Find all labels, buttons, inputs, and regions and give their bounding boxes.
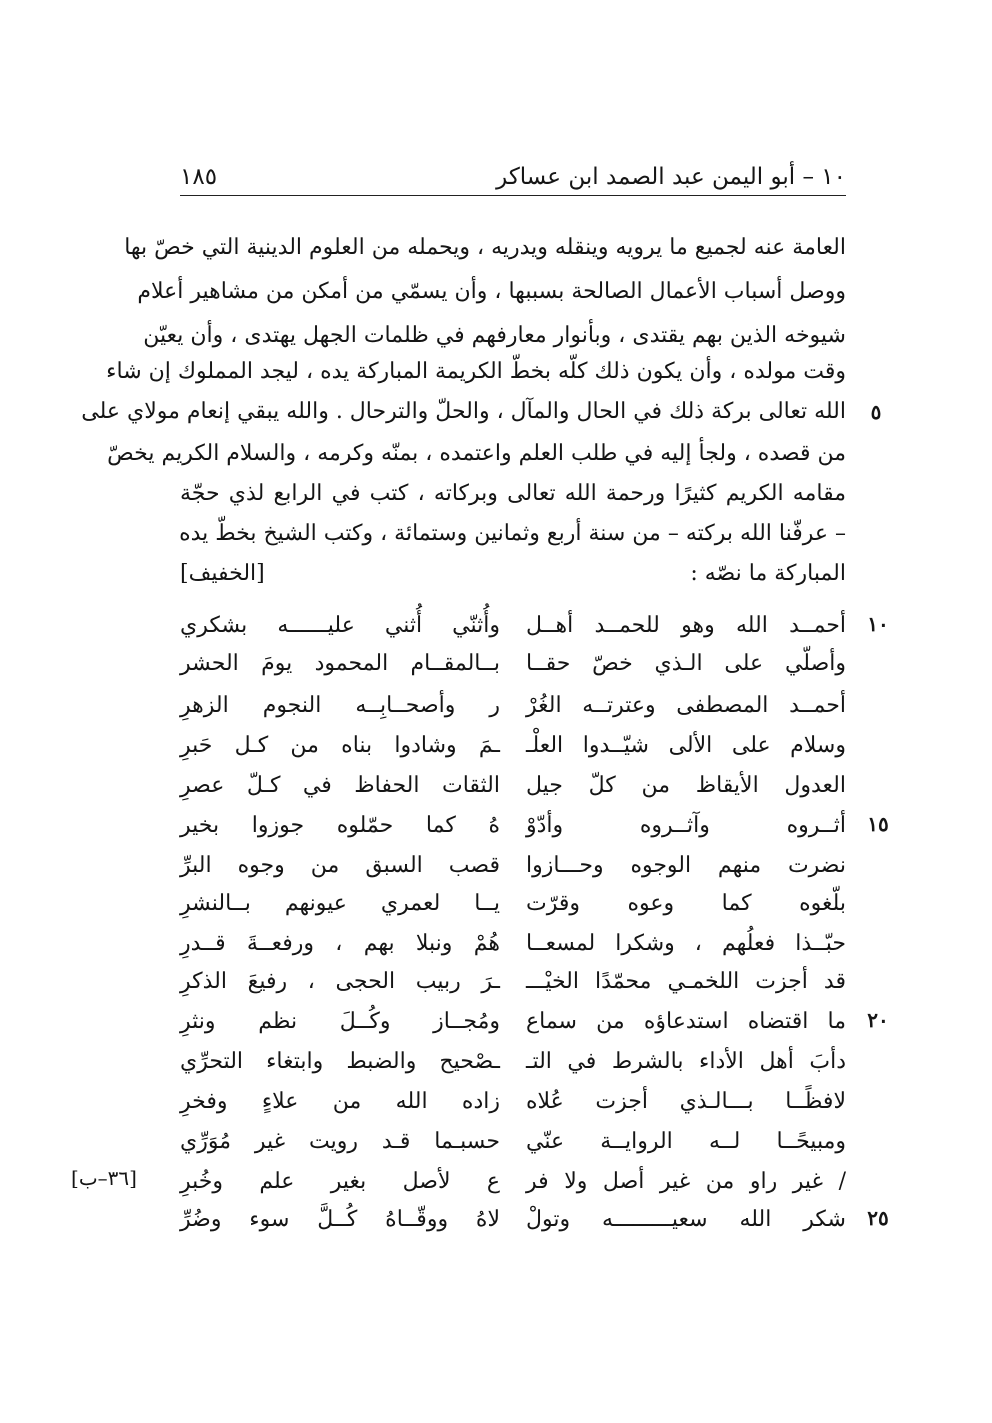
line-number: ٥ xyxy=(870,400,882,424)
verse-line xyxy=(180,806,846,846)
verse-line xyxy=(180,644,846,684)
verse-left-hemistich: حسبـما قـد رويت غير مُوَرِّي xyxy=(180,1129,500,1154)
verse-left-hemistich: هُمْ ونبلا بهم ، ورفعــةَ قــدرِ xyxy=(180,931,500,956)
prose-line: وقت مولده ، وأن يكون ذلك كلّه بخطّ الكريمة المباركة يده ، ليجد المملوك إن شاء xyxy=(106,359,846,384)
prose-line: – عرفّنا الله بركته – من سنة أربع وثمانين وستمائة ، وكتب الشيخ بخطّ يده xyxy=(179,521,846,546)
verse-line xyxy=(180,884,846,924)
verse-line xyxy=(180,766,846,806)
verse-line xyxy=(180,686,846,726)
verse-left-hemistich: زاده الله من علاءٍ وفخرِ xyxy=(180,1089,500,1114)
folio-marker: [٣٦–ب] xyxy=(71,1166,137,1190)
verse-line xyxy=(180,924,846,964)
verse-right-hemistich: ومبيحًــا لــه الروايــة عنّي xyxy=(526,1129,846,1154)
verse-line xyxy=(180,1042,846,1082)
verse-line xyxy=(180,846,846,886)
prose-line: من قصده ، ولجأ إليه في طلب العلم واعتمده ، بمنّه وكرمه ، والسلام الكريم يخصّ xyxy=(107,441,846,466)
meter-label: [الخفيف] xyxy=(180,561,265,586)
verse-line xyxy=(180,1002,846,1042)
prose-line: ووصل أسباب الأعمال الصالحة بسببها ، وأن يسمّي من أمكن من مشاهير أعلام xyxy=(137,279,846,304)
line-number: ١٥ xyxy=(867,812,889,836)
line-number: ١٠ xyxy=(867,612,889,636)
page-number: ١٨٥ xyxy=(180,164,218,190)
verse-left-hemistich: ر وأصحــابِــه النجوم الزهرِ xyxy=(180,693,500,718)
prose-line: شيوخه الذين بهم يقتدى ، وبأنوار معارفهم في ظلمات الجهل يهتدى ، وأن يعيّن xyxy=(143,323,846,348)
verse-line xyxy=(180,962,846,1002)
verse-left-hemistich: ـمَ وشادوا بناه من كـل حَبرِ xyxy=(180,733,500,758)
verse-right-hemistich: أحمــد المصطفى وعترتــه الغُرْ xyxy=(526,693,846,718)
verse-left-hemistich: لاهُ ووقّــاهُ كُــلَّ سوء وضُرِّ xyxy=(180,1207,500,1232)
verse-left-hemistich: ع لأصل بغير علم وخُبرِ xyxy=(180,1169,500,1194)
verse-left-hemistich: يــا لعمري عيونهم بــالنشرِ xyxy=(180,891,500,916)
verse-left-hemistich: وأُثنّي أُثني عليــــــه بشكري xyxy=(180,613,500,638)
line-number: ٢٥ xyxy=(867,1206,889,1230)
verse-right-hemistich: / غير راو من غير أصل ولا فر xyxy=(526,1169,846,1194)
verse-line xyxy=(180,1122,846,1162)
verse-right-hemistich: وأصلّي على الـذي خصّ حقــا xyxy=(526,651,846,676)
verse-right-hemistich: أحمــد الله وهو للحمــد أهــل xyxy=(526,613,846,638)
verse-left-hemistich: ومُجــاز وكُــلَ نظم ونثرِ xyxy=(180,1009,500,1034)
prose-line: العامة عنه لجميع ما يرويه وينقله ويدريه ، ويحمله من العلوم الدينية التي خصّ بها xyxy=(124,235,846,260)
verse-line xyxy=(180,726,846,766)
chapter-title: ١٠ – أبو اليمن عبد الصمد ابن عساكر xyxy=(496,164,846,190)
prose-last-line xyxy=(180,554,846,594)
verse-right-hemistich: أثــروه وآثــروه وأدّوْ xyxy=(526,813,846,838)
prose-line: الله تعالى بركة ذلك في الحال والمآل ، والحلّ والترحال . والله يبقي إنعام مولاي على xyxy=(81,399,846,424)
prose-line: المباركة ما نصّه : xyxy=(690,561,846,586)
verse-right-hemistich: شكر الله سعيـــــــــه وتولْ xyxy=(526,1207,846,1232)
verse-right-hemistich: قد أجزت اللخمـي محمّدًا الخيْـــ xyxy=(526,969,846,994)
verse-right-hemistich: دأبَ أهل الأداء بالشرط في التـ xyxy=(526,1049,846,1074)
verse-right-hemistich: العدول الأيقاظ من كلّ جيل xyxy=(526,773,846,798)
verse-right-hemistich: بلّغوه كما وعوه وقرّت xyxy=(526,891,846,916)
verse-right-hemistich: حبّــذا فعلُهم ، وشكرا لمسعــا xyxy=(526,931,846,956)
verse-left-hemistich: بــالمقــام المحمود يومَ الحشر xyxy=(180,651,500,676)
verse-right-hemistich: وسلام على الألى شيّــدوا العلْـ xyxy=(526,733,846,758)
verse-line xyxy=(180,606,846,646)
header-rule xyxy=(180,195,846,196)
line-number: ٢٠ xyxy=(867,1008,889,1032)
verse-left-hemistich: هُ كما حمّلوه جوزوا بخير xyxy=(180,813,500,838)
verse-line xyxy=(180,1082,846,1122)
verse-right-hemistich: لافظًــا بـــالـذي أجزت عُلاه xyxy=(526,1089,846,1114)
verse-left-hemistich: ـرَ ربيب الحجى ، رفيعَ الذكرِ xyxy=(180,969,500,994)
verse-line xyxy=(180,1200,846,1240)
verse-right-hemistich: ما اقتضاه استدعاؤه من سماع xyxy=(526,1009,846,1034)
verse-right-hemistich: نضرت منهم الوجوه وحـــازوا xyxy=(526,853,846,878)
running-header xyxy=(180,150,846,190)
verse-left-hemistich: ـصْحيح والضبط وابتغاء التحرِّي xyxy=(180,1049,500,1074)
verse-left-hemistich: قصب السبق من وجوه البرِّ xyxy=(180,853,500,878)
prose-line: مقامه الكريم كثيرًا ورحمة الله تعالى وبركاته ، كتب في الرابع لذي حجّة xyxy=(180,481,846,506)
verse-left-hemistich: الثقات الحفاظ في كـلّ عصرِ xyxy=(180,773,500,798)
verse-line xyxy=(180,1162,846,1202)
